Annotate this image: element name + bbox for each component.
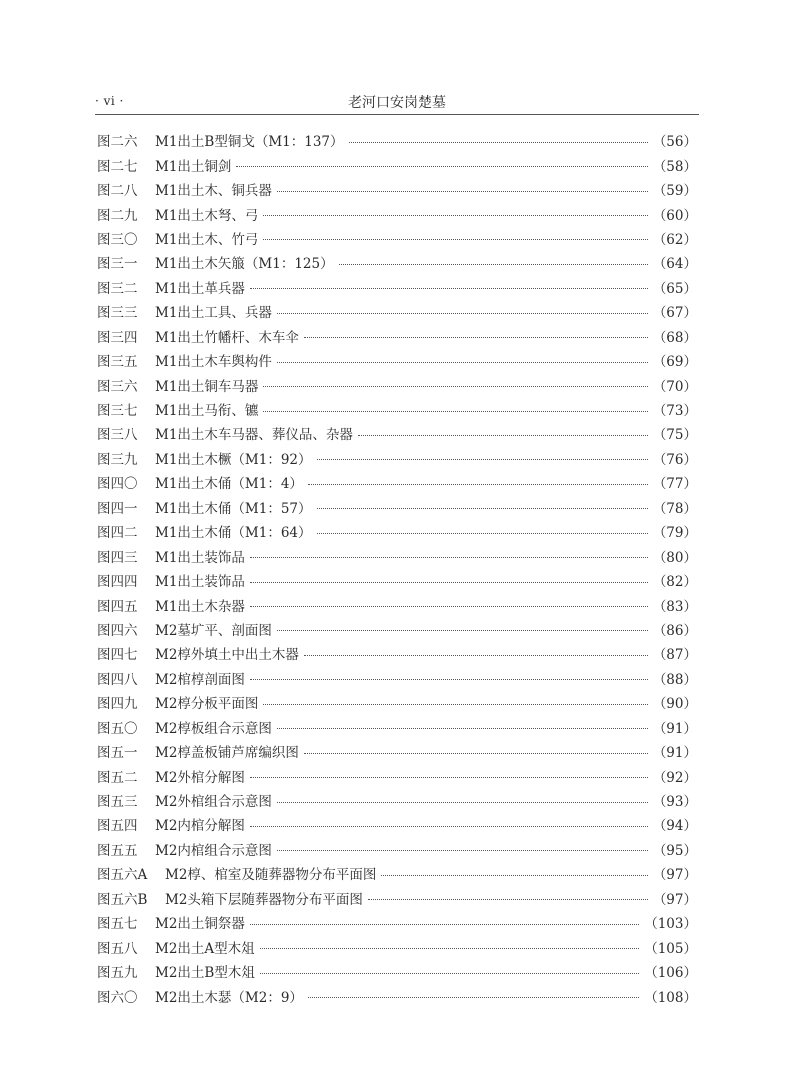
- dot-leader: [308, 484, 648, 485]
- page-reference: （91）: [652, 745, 697, 762]
- figure-number: 图三七: [97, 403, 138, 420]
- toc-entry[interactable]: [97, 910, 697, 934]
- figure-number: 图五九: [97, 965, 138, 982]
- figure-title: M2墓圹平、剖面图: [155, 622, 272, 639]
- page-reference: （94）: [652, 818, 697, 835]
- figure-title: M2出土B型木俎: [155, 965, 255, 982]
- figure-number: 图五六B: [97, 891, 148, 908]
- figure-number: 图五四: [97, 818, 138, 835]
- page-reference: （82）: [652, 574, 697, 591]
- toc-entry[interactable]: [97, 812, 697, 836]
- figure-number: 图五八: [97, 940, 138, 957]
- toc-entry[interactable]: [97, 763, 697, 787]
- dot-leader: [260, 948, 640, 949]
- page-reference: （93）: [652, 794, 697, 811]
- page-reference: （56）: [652, 134, 697, 151]
- figure-title: M1出土木车马器、葬仪品、杂器: [155, 427, 353, 444]
- toc-entry[interactable]: [97, 128, 697, 152]
- dot-leader: [381, 875, 647, 876]
- toc-entry[interactable]: [97, 446, 697, 470]
- dot-leader: [277, 728, 648, 729]
- toc-entry[interactable]: [97, 617, 697, 641]
- page-reference: （87）: [652, 647, 697, 664]
- figure-number: 图三八: [97, 427, 138, 444]
- dot-leader: [250, 777, 648, 778]
- page-reference: （59）: [652, 183, 697, 200]
- page-reference: （68）: [652, 329, 697, 346]
- dot-leader: [263, 704, 647, 705]
- figure-number: 图四二: [97, 525, 138, 542]
- figure-number: 图五五: [97, 842, 138, 859]
- dot-leader: [277, 362, 648, 363]
- dot-leader: [250, 582, 648, 583]
- page-reference: （73）: [652, 403, 697, 420]
- dot-leader: [277, 850, 648, 851]
- figure-number: 图三一: [97, 256, 138, 273]
- figure-number: 图三二: [97, 280, 138, 297]
- dot-leader: [250, 924, 639, 925]
- figure-number: 图五三: [97, 794, 138, 811]
- dot-leader: [304, 655, 648, 656]
- figure-title: M1出土工具、兵器: [155, 305, 272, 322]
- figure-number: 图二六: [97, 134, 138, 151]
- figure-number: 图三六: [97, 378, 138, 395]
- figure-title: M2椁外填土中出土木器: [155, 647, 299, 664]
- figure-title: M1出土木橛（M1：92）: [155, 451, 312, 468]
- dot-leader: [236, 166, 647, 167]
- toc-entry[interactable]: [97, 421, 697, 445]
- page-reference: （88）: [652, 671, 697, 688]
- dot-leader: [263, 411, 647, 412]
- figure-title: M2椁盖板铺芦席编织图: [155, 745, 299, 762]
- page-reference: （69）: [652, 354, 697, 371]
- figure-number: 图四八: [97, 671, 138, 688]
- figure-list: [97, 128, 697, 1008]
- page-reference: （106）: [644, 965, 697, 982]
- dot-leader: [250, 606, 648, 607]
- page-reference: （78）: [652, 500, 697, 517]
- page-reference: （76）: [652, 451, 697, 468]
- dot-leader: [250, 288, 648, 289]
- figure-title: M1出土木、铜兵器: [155, 183, 272, 200]
- figure-number: 图四六: [97, 622, 138, 639]
- dot-leader: [263, 239, 647, 240]
- page-reference: （62）: [652, 231, 697, 248]
- dot-leader: [277, 191, 648, 192]
- dot-leader: [317, 508, 648, 509]
- toc-entry[interactable]: [97, 226, 697, 250]
- dot-leader: [317, 459, 648, 460]
- toc-entry[interactable]: [97, 201, 697, 225]
- figure-number: 图六〇: [97, 989, 138, 1006]
- toc-entry[interactable]: [97, 934, 697, 958]
- dot-leader: [277, 802, 648, 803]
- figure-number: 图四四: [97, 574, 138, 591]
- page-reference: （60）: [652, 207, 697, 224]
- figure-title: M2头箱下层随葬器物分布平面图: [165, 891, 363, 908]
- toc-entry[interactable]: [97, 666, 697, 690]
- figure-title: M2出土A型木俎: [155, 940, 255, 957]
- figure-number: 图五〇: [97, 720, 138, 737]
- toc-entry[interactable]: [97, 886, 697, 910]
- figure-title: M1出土铜车马器: [155, 378, 259, 395]
- figure-number: 图四九: [97, 696, 138, 713]
- figure-title: M2椁、棺室及随葬器物分布平面图: [165, 867, 377, 884]
- figure-title: M2出土木瑟（M2：9）: [155, 989, 303, 1006]
- page-reference: （86）: [652, 622, 697, 639]
- page-reference: （77）: [652, 476, 697, 493]
- figure-number: 图三四: [97, 329, 138, 346]
- figure-number: 图五六A: [97, 867, 148, 884]
- toc-entry[interactable]: [97, 861, 697, 885]
- toc-entry[interactable]: [97, 519, 697, 543]
- figure-title: M1出土木俑（M1：4）: [155, 476, 303, 493]
- toc-entry[interactable]: [97, 397, 697, 421]
- dot-leader: [250, 679, 648, 680]
- dot-leader: [308, 997, 639, 998]
- toc-entry[interactable]: [97, 348, 697, 372]
- toc-entry[interactable]: [97, 837, 697, 861]
- figure-number: 图四〇: [97, 476, 138, 493]
- dot-leader: [317, 533, 648, 534]
- figure-number: 图三九: [97, 451, 138, 468]
- figure-number: 图四三: [97, 549, 138, 566]
- figure-title: M1出土木车舆构件: [155, 354, 272, 371]
- figure-number: 图四一: [97, 500, 138, 517]
- figure-number: 图四七: [97, 647, 138, 664]
- page-reference: （67）: [652, 305, 697, 322]
- figure-title: M1出土装饰品: [155, 574, 245, 591]
- toc-entry[interactable]: [97, 568, 697, 592]
- page-reference: （95）: [652, 842, 697, 859]
- dot-leader: [250, 826, 648, 827]
- toc-entry[interactable]: [97, 495, 697, 519]
- figure-title: M2外棺组合示意图: [155, 794, 272, 811]
- page-reference: （83）: [652, 598, 697, 615]
- figure-number: 图三三: [97, 305, 138, 322]
- page-reference: （103）: [644, 916, 697, 933]
- dot-leader: [349, 142, 648, 143]
- toc-entry[interactable]: [97, 275, 697, 299]
- dot-leader: [304, 753, 648, 754]
- page-header: [95, 88, 699, 115]
- page-reference: （64）: [652, 256, 697, 273]
- dot-leader: [358, 435, 648, 436]
- page-number: · vi ·: [95, 94, 124, 108]
- figure-title: M1出土马衔、镳: [155, 403, 259, 420]
- figure-number: 图五七: [97, 916, 138, 933]
- page-reference: （65）: [652, 280, 697, 297]
- page-reference: （80）: [652, 549, 697, 566]
- dot-leader: [263, 386, 647, 387]
- toc-entry[interactable]: [97, 299, 697, 323]
- dot-leader: [263, 215, 647, 216]
- dot-leader: [368, 899, 648, 900]
- toc-entry[interactable]: [97, 177, 697, 201]
- figure-title: M2椁分板平面图: [155, 696, 259, 713]
- dot-leader: [304, 337, 648, 338]
- toc-entry[interactable]: [97, 470, 697, 494]
- figure-number: 图五二: [97, 769, 138, 786]
- figure-number: 图四五: [97, 598, 138, 615]
- toc-entry[interactable]: [97, 715, 697, 739]
- figure-title: M2内棺组合示意图: [155, 842, 272, 859]
- figure-title: M2椁板组合示意图: [155, 720, 272, 737]
- toc-entry[interactable]: [97, 372, 697, 396]
- page-reference: （58）: [652, 158, 697, 175]
- figure-title: M1出土木矢箙（M1：125）: [155, 256, 334, 273]
- page-reference: （108）: [644, 989, 697, 1006]
- figure-title: M1出土木杂器: [155, 598, 245, 615]
- page-reference: （97）: [652, 891, 697, 908]
- figure-number: 图二八: [97, 183, 138, 200]
- figure-number: 图二九: [97, 207, 138, 224]
- figure-title: M2外棺分解图: [155, 769, 245, 786]
- page-reference: （92）: [652, 769, 697, 786]
- toc-entry[interactable]: [97, 543, 697, 567]
- figure-title: M1出土装饰品: [155, 549, 245, 566]
- page-reference: （79）: [652, 525, 697, 542]
- dot-leader: [277, 630, 648, 631]
- dot-leader: [250, 557, 648, 558]
- figure-title: M1出土木俑（M1：64）: [155, 525, 312, 542]
- figure-title: M1出土木俑（M1：57）: [155, 500, 312, 517]
- toc-entry[interactable]: [97, 592, 697, 616]
- figure-title: M1出土铜剑: [155, 158, 232, 175]
- toc-entry[interactable]: [97, 641, 697, 665]
- page-reference: （91）: [652, 720, 697, 737]
- figure-number: 图三〇: [97, 231, 138, 248]
- dot-leader: [339, 264, 648, 265]
- figure-title: M1出土木弩、弓: [155, 207, 259, 224]
- figure-title: M2内棺分解图: [155, 818, 245, 835]
- dot-leader: [260, 973, 639, 974]
- figure-title: M1出土木、竹弓: [155, 231, 259, 248]
- toc-entry[interactable]: [97, 959, 697, 983]
- figure-title: M1出土竹幡杆、木车伞: [155, 329, 299, 346]
- dot-leader: [277, 313, 648, 314]
- figure-title: M2棺椁剖面图: [155, 671, 245, 688]
- figure-number: 图三五: [97, 354, 138, 371]
- toc-entry[interactable]: [97, 739, 697, 763]
- toc-entry[interactable]: [97, 250, 697, 274]
- page-reference: （97）: [652, 867, 697, 884]
- figure-title: M1出土革兵器: [155, 280, 245, 297]
- toc-entry[interactable]: [97, 152, 697, 176]
- page-reference: （105）: [644, 940, 697, 957]
- toc-entry[interactable]: [97, 324, 697, 348]
- figure-title: M2出土铜祭器: [155, 916, 245, 933]
- toc-entry[interactable]: [97, 983, 697, 1007]
- toc-entry[interactable]: [97, 788, 697, 812]
- toc-entry[interactable]: [97, 690, 697, 714]
- figure-title: M1出土B型铜戈（M1：137）: [155, 134, 344, 151]
- page-reference: （90）: [652, 696, 697, 713]
- figure-number: 图五一: [97, 745, 138, 762]
- page-reference: （75）: [652, 427, 697, 444]
- page-reference: （70）: [652, 378, 697, 395]
- book-title: 老河口安岗楚墓: [348, 95, 446, 111]
- figure-number: 图二七: [97, 158, 138, 175]
